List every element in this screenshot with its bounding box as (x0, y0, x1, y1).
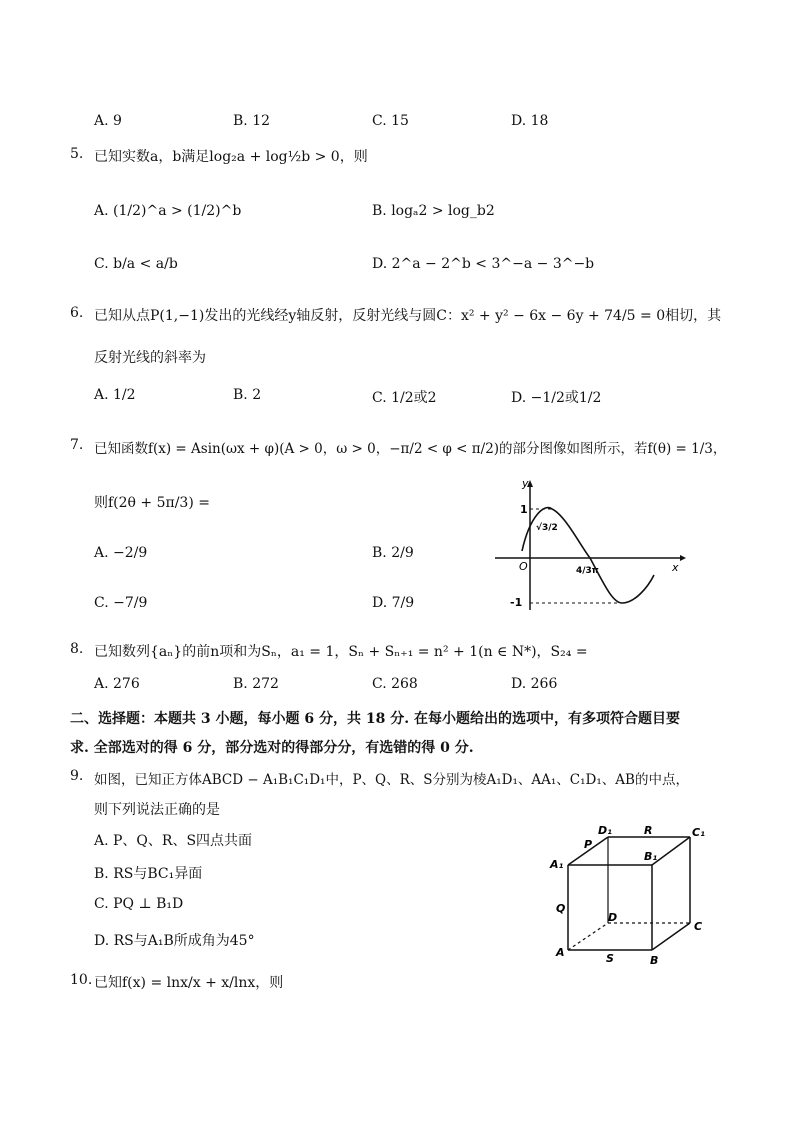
q9-number: 9. (70, 768, 84, 784)
label-d1: D₁ (598, 824, 612, 837)
q7-number: 7. (70, 437, 84, 453)
label-d: D (608, 911, 618, 924)
q9-option-a: A. P、Q、R、S四点共面 (94, 833, 253, 849)
q4-option-c: C. 15 (372, 113, 409, 129)
q4-option-d: D. 18 (511, 113, 549, 129)
label-a: A (556, 946, 565, 959)
q5-option-d: D. 2^a − 2^b < 3^−a − 3^−b (372, 256, 595, 272)
x-axis-arrow (680, 555, 686, 561)
q6-stem-line2: 反射光线的斜率为 (94, 350, 206, 366)
edge-a-d-hidden (568, 923, 608, 950)
q5-option-a: A. (1/2)^a > (1/2)^b (94, 203, 242, 219)
q10-stem: 已知f(x) = lnx/x + x/lnx，则 (94, 975, 284, 991)
q9-cube-diagram (540, 820, 715, 970)
q9-stem-line1: 如图，已知正方体ABCD − A₁B₁C₁D₁中，P、Q、R、S分别为棱A₁D₁、AA₁、C₁D₁、AB的中点， (94, 772, 689, 788)
q6-option-a: A. 1/2 (94, 387, 136, 403)
label-q: Q (556, 902, 566, 915)
q7-option-a: A. −2/9 (94, 545, 148, 561)
q8-option-c: C. 268 (372, 676, 418, 692)
sine-curve (522, 508, 654, 603)
q10-number: 10. (70, 972, 93, 988)
section2-line2: 求. 全部选对的得 6 分，部分选对的得部分分，有选错的得 0 分. (70, 740, 474, 756)
label-a1: A₁ (550, 858, 564, 871)
q7-option-b: B. 2/9 (372, 545, 414, 561)
edge-b1-c1 (652, 837, 690, 865)
section2-line1: 二、选择题：本题共 3 小题，每小题 6 分，共 18 分. 在每小题给出的选项中，有多项符合题目要 (70, 711, 680, 727)
q8-option-a: A. 276 (94, 676, 140, 692)
tick-neg1-label: -1 (510, 596, 523, 609)
label-c: C (694, 920, 703, 933)
label-p: P (584, 838, 593, 851)
x-axis-label: x (672, 561, 679, 574)
q9-option-d: D. RS与A₁B所成角为45° (94, 933, 255, 949)
q8-option-d: D. 266 (511, 676, 558, 692)
label-b1: B₁ (644, 850, 658, 863)
q8-option-b: B. 272 (233, 676, 279, 692)
q5-option-c: C. b/a < a/b (94, 256, 178, 272)
q5-stem: 已知实数a，b满足log₂a + log½b > 0，则 (94, 149, 368, 165)
tick-1-label: 1 (520, 503, 528, 516)
label-r: R (644, 824, 653, 837)
q7-sine-graph (490, 475, 690, 615)
q4-option-a: A. 9 (94, 113, 122, 129)
q5-option-b: B. logₐ2 > log_b2 (372, 203, 495, 219)
label-b: B (650, 954, 659, 967)
label-s: S (606, 952, 614, 965)
q5-number: 5. (70, 146, 84, 162)
q6-option-d: D. −1/2或1/2 (511, 390, 602, 406)
q9-option-b: B. RS与BC₁异面 (94, 866, 203, 882)
tick-4pi3-label: 4/3π (576, 566, 599, 576)
q7-stem-line1: 已知函数f(x) = Asin(ωx + φ)(A > 0，ω > 0，−π/2 < φ < π/2)的部分图像如图所示，若f(θ) = 1/3， (94, 441, 727, 457)
q7-option-d: D. 7/9 (372, 595, 415, 611)
q6-option-c: C. 1/2或2 (372, 390, 437, 406)
q7-stem-line2: 则f(2θ + 5π/3) = (94, 495, 210, 511)
y-axis-label: y (522, 477, 529, 490)
q6-option-b: B. 2 (233, 387, 262, 403)
edge-b-c (652, 923, 690, 950)
q4-option-b: B. 12 (233, 113, 271, 129)
label-c1: C₁ (692, 826, 705, 839)
origin-label: O (519, 560, 528, 573)
q9-stem-line2: 则下列说法正确的是 (94, 802, 220, 818)
tick-sqrt3-2-label: √3/2 (536, 523, 558, 533)
q6-number: 6. (70, 305, 84, 321)
q8-stem: 已知数列{aₙ}的前n项和为Sₙ，a₁ = 1，Sₙ + Sₙ₊₁ = n² + 1(n ∈ N*)，S₂₄ = (94, 644, 588, 660)
q6-stem-line1: 已知从点P(1,−1)发出的光线经y轴反射，反射光线与圆C：x² + y² − 6x − 6y + 74/5 = 0相切，其 (94, 308, 722, 324)
q9-option-c: C. PQ ⊥ B₁D (94, 896, 184, 912)
q7-option-c: C. −7/9 (94, 595, 148, 611)
q8-number: 8. (70, 641, 84, 657)
